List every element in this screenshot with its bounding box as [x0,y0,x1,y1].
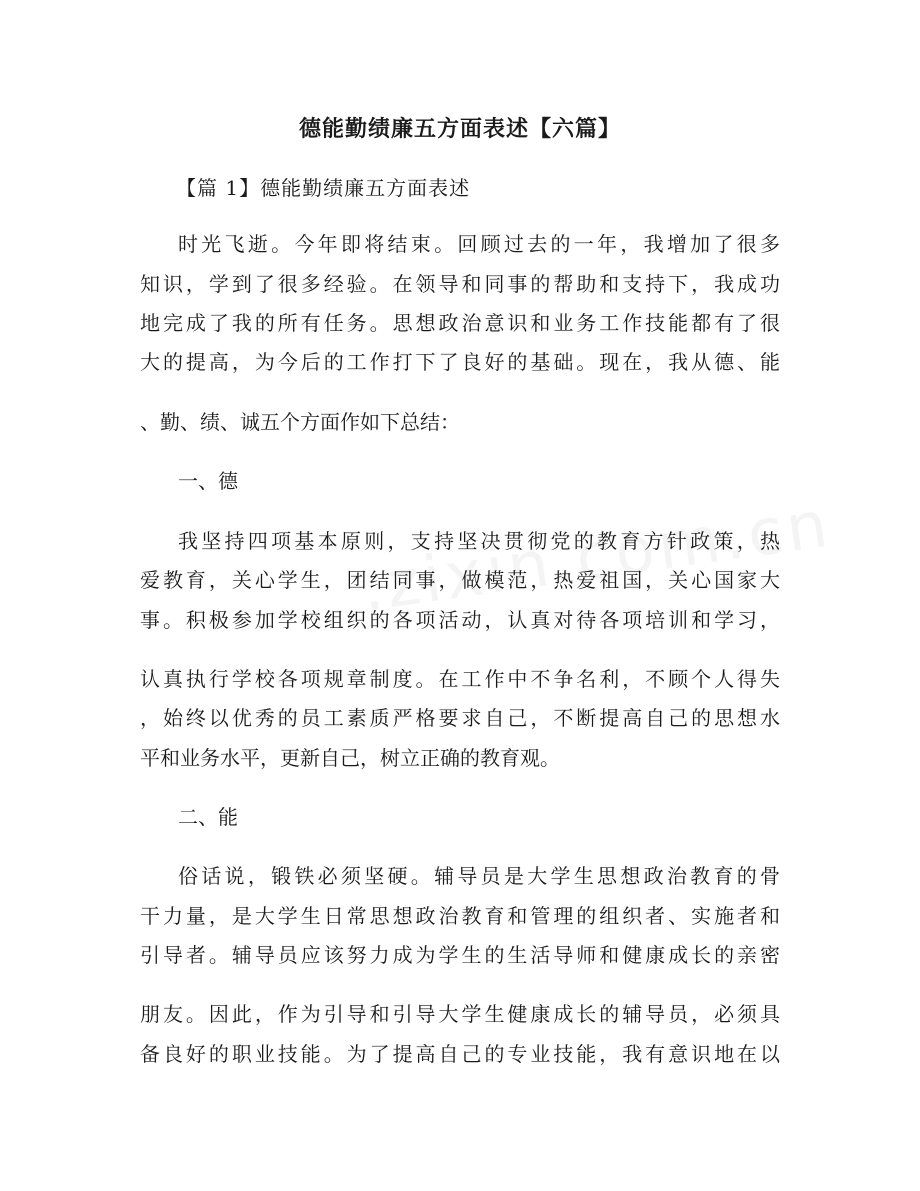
paragraph-line: 大的提高，为今后的工作打下了良好的基础。现在，我从德、能 [140,350,780,374]
paragraph-line: 时光飞逝。今年即将结束。回顾过去的一年，我增加了很多 [178,232,780,256]
paragraph-line: 朋友。因此，作为引导和引导大学生健康成长的辅导员，必须具 [140,1002,780,1026]
paragraph-line: 备良好的职业技能。为了提高自己的专业技能，我有意识地在以 [140,1042,780,1066]
document-title: 德能勤绩廉五方面表述【六篇】 [298,116,621,142]
paragraph-line: 知识，学到了很多经验。在领导和同事的帮助和支持下，我成功 [140,272,780,296]
paragraph-line: ，始终以优秀的员工素质严格要求自己，不断提高自己的思想水 [140,706,780,730]
paragraph-line: 、勤、绩、诚五个方面作如下总结： [140,410,460,434]
paragraph-line: 我坚持四项基本原则，支持坚决贯彻党的教育方针政策，热 [178,529,780,553]
paragraph-line: 干力量，是大学生日常思想政治教育和管理的组织者、实施者和 [140,904,780,928]
paragraph-line: 引导者。辅导员应该努力成为学生的生活导师和健康成长的亲密 [140,943,780,967]
paragraph-line: 认真执行学校各项规章制度。在工作中不争名利，不顾个人得失 [140,667,780,691]
subheading-ability: 二、能 [178,805,238,829]
subheading-virtue: 一、德 [178,469,238,493]
paragraph-line: 事。积极参加学校组织的各项活动，认真对待各项培训和学习， [140,608,780,632]
paragraph-line: 平和业务水平，更新自己，树立正确的教育观。 [140,746,560,770]
paragraph-line: 俗话说，锻铁必须坚硬。辅导员是大学生思想政治教育的骨 [178,864,780,888]
paragraph-line: 爱教育，关心学生，团结同事，做模范，热爱祖国，关心国家大 [140,568,780,592]
paragraph-line: 地完成了我的所有任务。思想政治意识和业务工作技能都有了很 [140,311,780,335]
section-heading-1: 【篇 1】德能勤绩廉五方面表述 [176,176,471,200]
